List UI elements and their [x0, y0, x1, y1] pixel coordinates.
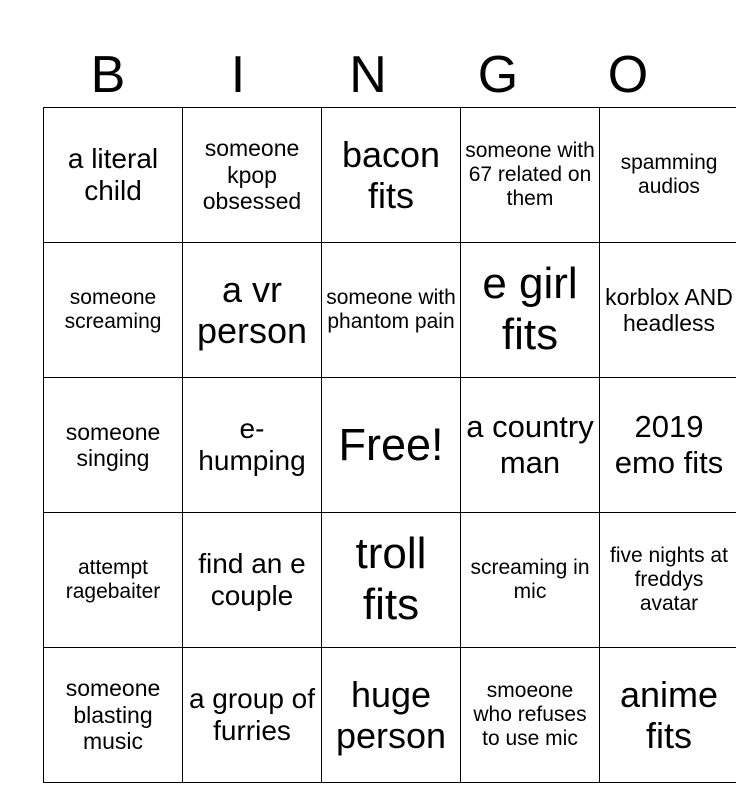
bingo-cell[interactable]: a group of furries	[183, 648, 322, 783]
bingo-cell[interactable]: attempt ragebaiter	[44, 513, 183, 648]
header-letter-i: I	[230, 46, 246, 104]
header-letter-o: O	[607, 46, 649, 104]
bingo-cell[interactable]: a country man	[461, 378, 600, 513]
bingo-cell[interactable]: spamming audios	[600, 108, 736, 243]
bingo-cell[interactable]: find an e couple	[183, 513, 322, 648]
bingo-board	[43, 107, 736, 783]
bingo-header	[43, 44, 693, 106]
board-row	[44, 513, 736, 648]
header-letter-n: N	[349, 46, 387, 104]
bingo-cell[interactable]: huge person	[322, 648, 461, 783]
header-letter-g: G	[477, 46, 519, 104]
board-row	[44, 378, 736, 513]
bingo-cell[interactable]: bacon fits	[322, 108, 461, 243]
header-letter-b: B	[90, 46, 126, 104]
bingo-cell[interactable]: e girl fits	[461, 243, 600, 378]
bingo-cell[interactable]: anime fits	[600, 648, 736, 783]
bingo-cell[interactable]: korblox AND headless	[600, 243, 736, 378]
bingo-cell[interactable]: someone screaming	[44, 243, 183, 378]
bingo-cell[interactable]: screaming in mic	[461, 513, 600, 648]
bingo-cell[interactable]: someone singing	[44, 378, 183, 513]
bingo-cell[interactable]: a vr person	[183, 243, 322, 378]
bingo-cell[interactable]: a literal child	[44, 108, 183, 243]
bingo-cell[interactable]: 2019 emo fits	[600, 378, 736, 513]
board-row	[44, 108, 736, 243]
board-row	[44, 243, 736, 378]
free-space-cell[interactable]: Free!	[322, 378, 461, 513]
bingo-cell[interactable]: someone blasting music	[44, 648, 183, 783]
bingo-cell[interactable]: someone with phantom pain	[322, 243, 461, 378]
bingo-cell[interactable]: someone with 67 related on them	[461, 108, 600, 243]
bingo-cell[interactable]: troll fits	[322, 513, 461, 648]
bingo-cell[interactable]: five nights at freddys avatar	[600, 513, 736, 648]
bingo-cell[interactable]: e-humping	[183, 378, 322, 513]
bingo-cell[interactable]: someone kpop obsessed	[183, 108, 322, 243]
bingo-cell[interactable]: smoeone who refuses to use mic	[461, 648, 600, 783]
board-row	[44, 648, 736, 783]
